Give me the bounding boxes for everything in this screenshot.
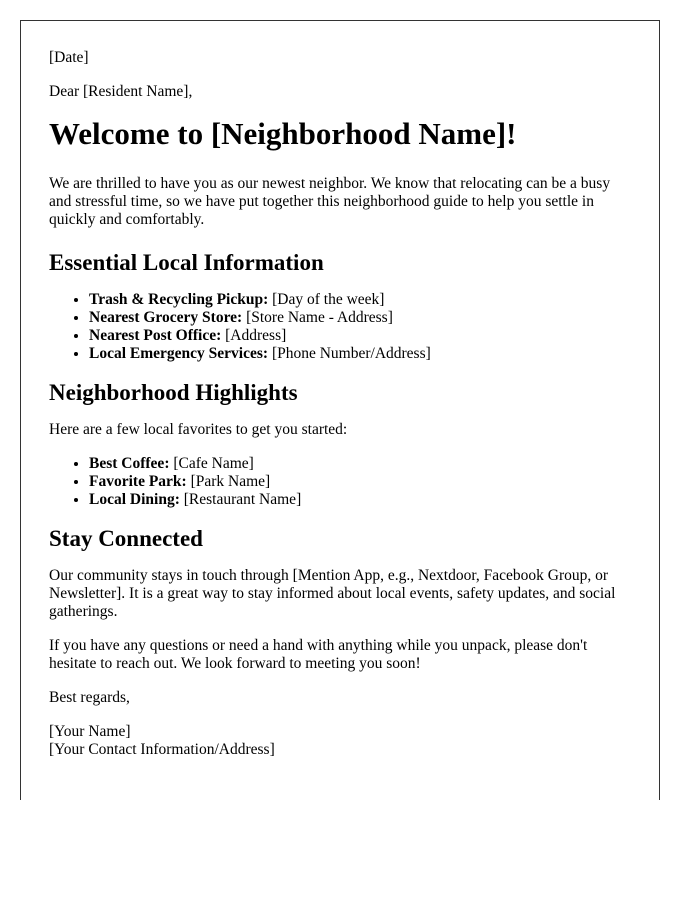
list-item: [89, 309, 631, 327]
list-item: [89, 455, 631, 473]
item-label: Nearest Post Office:: [89, 327, 222, 344]
item-value: [Day of the week]: [268, 291, 385, 308]
item-label: Best Coffee:: [89, 455, 170, 472]
signature-contact: [Your Contact Information/Address]: [49, 741, 275, 758]
list-item: [89, 291, 631, 309]
item-label: Nearest Grocery Store:: [89, 309, 243, 326]
salutation: Dear [Resident Name],: [49, 83, 193, 100]
item-label: Favorite Park:: [89, 473, 187, 490]
letter-title: Welcome to [Neighborhood Name]!: [49, 116, 517, 151]
highlights-lead: Here are a few local favorites to get you started:: [49, 421, 348, 438]
essentials-list: [49, 291, 631, 363]
letter-page: [20, 20, 660, 800]
connected-heading: Stay Connected: [49, 526, 203, 551]
questions-paragraph: If you have any questions or need a hand with anything while you unpack, please don't hesitate to reach out. We look forward to meeting you soon!: [49, 637, 588, 672]
list-item: [89, 345, 631, 363]
list-item: [89, 491, 631, 509]
item-value: [Address]: [221, 327, 287, 344]
item-value: [Park Name]: [186, 473, 271, 490]
item-label: Trash & Recycling Pickup:: [89, 291, 269, 308]
highlights-heading: Neighborhood Highlights: [49, 380, 298, 405]
item-value: [Phone Number/Address]: [268, 345, 431, 362]
essentials-heading: Essential Local Information: [49, 250, 324, 275]
intro-paragraph: We are thrilled to have you as our newest neighbor. We know that relocating can be a busy and stressful time, so we have put together this neighborhood guide to help you settle in quickly and comfortably.: [49, 175, 611, 228]
highlights-list: [49, 455, 631, 509]
list-item: [89, 327, 631, 345]
item-label: Local Dining:: [89, 491, 180, 508]
item-value: [Store Name - Address]: [242, 309, 393, 326]
connected-paragraph: Our community stays in touch through [Mention App, e.g., Nextdoor, Facebook Group, or Newsletter]. It is a great way to stay informed about local events, safety updates, and social gatherings.: [49, 567, 616, 620]
item-value: [Restaurant Name]: [179, 491, 302, 508]
signature-name: [Your Name]: [49, 723, 131, 740]
closing: Best regards,: [49, 689, 130, 706]
item-label: Local Emergency Services:: [89, 345, 269, 362]
list-item: [89, 473, 631, 491]
letter-date: [Date]: [49, 49, 89, 66]
item-value: [Cafe Name]: [169, 455, 254, 472]
